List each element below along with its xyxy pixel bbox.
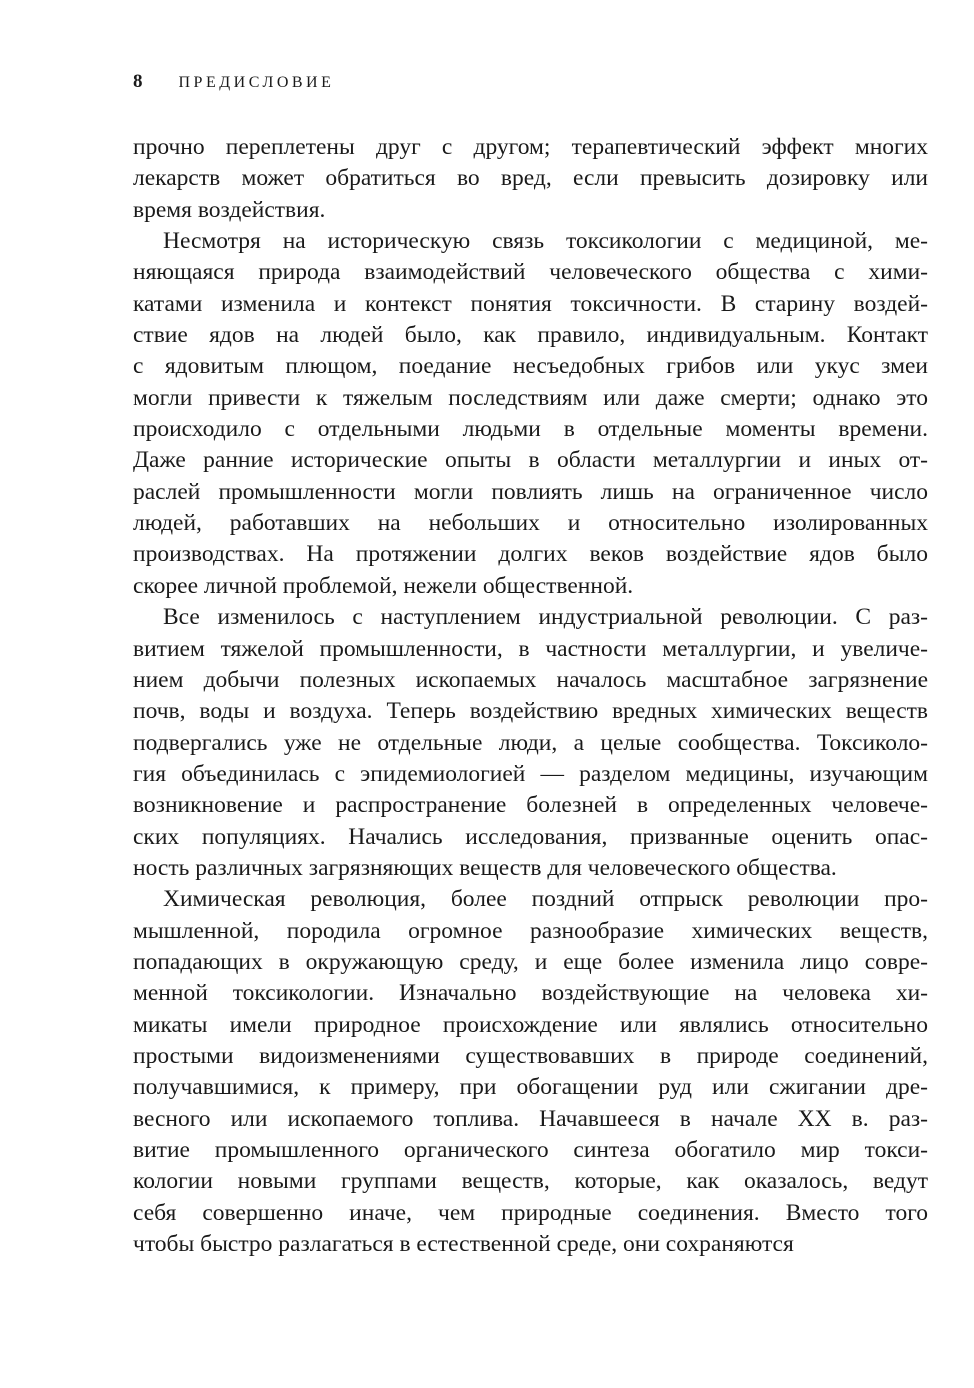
text-line: мышленной, породила огромное разнообразие химических веществ, <box>133 917 928 944</box>
page-body <box>133 132 928 1260</box>
text-line: получавшимися, к примеру, при обогащении руд или сжигании дре- <box>133 1074 928 1101</box>
text-line: время воздействия. <box>133 196 326 223</box>
text-line: почв, воды и воздуха. Теперь воздействию вредных химических веществ <box>133 698 928 725</box>
text-line: Химическая революция, более поздний отпрыск революции про- <box>163 886 928 913</box>
text-line: прочно переплетены друг с другом; терапевтический эффект многих <box>133 134 928 160</box>
text-line: происходило с отдельными людьми в отдельные моменты времени. <box>133 416 928 443</box>
text-line: гия объединилась с эпидемиологией — разделом медицины, изучающим <box>133 760 928 787</box>
paragraph <box>133 884 928 1260</box>
text-line: ских популяциях. Начались исследования, призванные оценить опас- <box>133 823 928 850</box>
text-line: возникновение и распространение болезней в определенных человече- <box>133 792 928 819</box>
text-line: попадающих в окружающую среду, и еще более изменила лицо совре- <box>133 948 928 975</box>
text-line: катами изменила и контекст понятия токсичности. В старину воздей- <box>133 290 928 317</box>
text-line: Даже ранние исторические опыты в области металлургии и иных от- <box>133 447 928 474</box>
text-line: микаты имели природное происхождение или являлись относительно <box>133 1011 928 1038</box>
text-line: Несмотря на историческую связь токсикологии с медициной, ме- <box>163 228 928 255</box>
text-line: производствах. На протяжении долгих веков воздействие ядов было <box>133 541 928 568</box>
text-line: Все изменилось с наступлением индустриальной революции. С раз- <box>163 604 928 631</box>
text-line: няющаяся природа взаимодействий человеческого общества с хими- <box>133 259 928 286</box>
text-line: подвергались уже не отдельные люди, а целые сообщества. Токсиколо- <box>133 729 928 756</box>
text-line: лекарств может обратиться во вред, если превысить дозировку или <box>133 165 928 192</box>
page-number: 8 <box>133 71 143 92</box>
text-line: простыми видоизменениями существовавших в природе соединений, <box>133 1042 928 1069</box>
text-line: скорее личной проблемой, нежели общественной. <box>133 572 634 599</box>
text-line: кологии новыми группами веществ, которые, как оказалось, ведут <box>133 1168 928 1195</box>
paragraph <box>133 226 928 602</box>
text-line: менной токсикологии. Изначально воздействующие на человека хи- <box>133 980 928 1007</box>
text-line: раслей промышленности могли повлиять лишь на ограниченное число <box>133 478 928 505</box>
page-header <box>133 71 334 94</box>
text-line: витием тяжелой промышленности, в частности металлургии, и увеличе- <box>133 635 928 662</box>
text-line: весного или ископаемого топлива. Начавшееся в начале XX в. раз- <box>133 1105 928 1132</box>
text-line: себя совершенно иначе, чем природные соединения. Вместо того <box>133 1199 928 1226</box>
text-line: людей, работавших на небольших и относительно изолированных <box>133 510 928 537</box>
text-line: ность различных загрязняющих веществ для человеческого общества. <box>133 854 837 881</box>
paragraph <box>133 602 928 884</box>
text-line: могли привести к тяжелым последствиям или даже смерти; однако это <box>133 384 928 411</box>
text-line: нием добычи полезных ископаемых началось масштабное загрязнение <box>133 666 928 693</box>
text-line: с ядовитым плющом, поедание несъедобных грибов или укус змеи <box>133 353 928 380</box>
text-line: ствие ядов на людей было, как правило, индивидуальным. Контакт <box>133 322 928 349</box>
paragraph <box>133 132 928 226</box>
running-head: ПРЕДИСЛОВИЕ <box>178 74 335 91</box>
text-line: витие промышленного органического синтеза обогатило мир токси- <box>133 1137 928 1163</box>
text-line: чтобы быстро разлагаться в естественной среде, они сохраняются <box>133 1231 794 1258</box>
